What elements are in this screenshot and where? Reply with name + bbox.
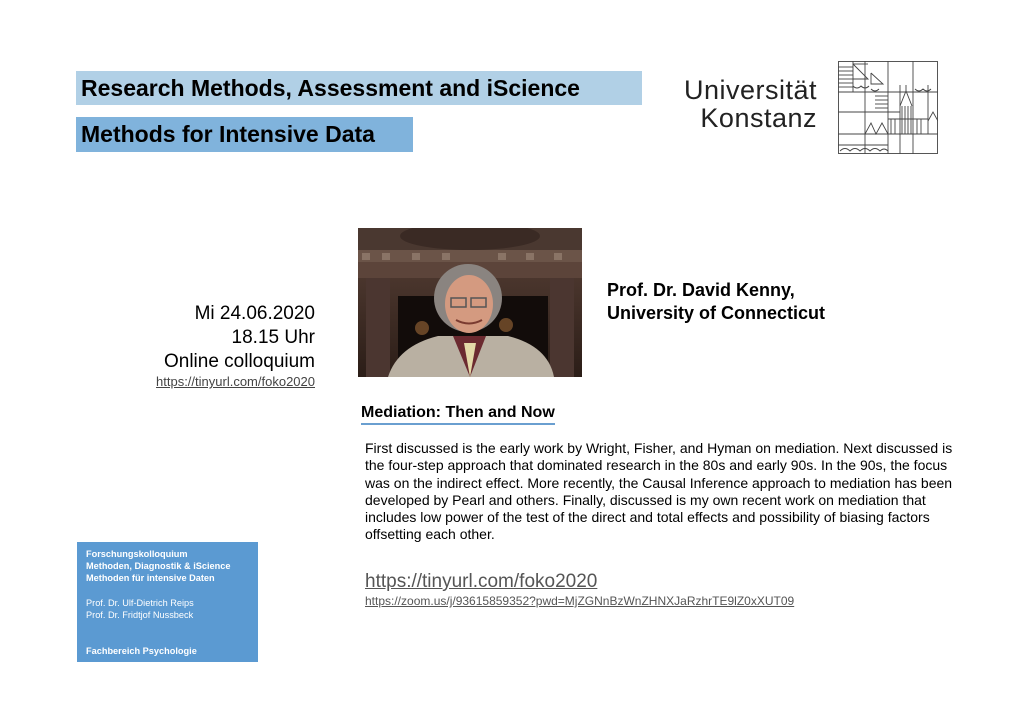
organizer-2: Prof. Dr. Fridtjof Nussbeck — [86, 609, 194, 620]
event-format: Online colloquium — [163, 351, 315, 372]
university-konstanz-logo-icon — [838, 61, 938, 154]
talk-title: Mediation: Then and Now — [361, 403, 555, 425]
colloquium-info-box — [77, 542, 258, 662]
talk-abstract: First discussed is the early work by Wright, Fisher, and Hyman on mediation. Next discussed is the four-step approach that dominated research in the 80s and early 90s. In the 90s, the focus was on the indirect effect. More recently, the Causal Inference approach to mediation has been developed by Pearl and others. Finally, discussed is my own recent work on mediation that includes low power of the test of the direct and total effects and possibility of biasing factors offsetting each other. — [365, 440, 953, 543]
colloquium-topic-1: Methoden, Diagnostik & iScience — [86, 561, 231, 572]
colloquium-topic-2: Methoden für intensive Daten — [86, 573, 215, 584]
event-info — [120, 302, 315, 390]
tinyurl-link[interactable]: https://tinyurl.com/foko2020 — [365, 571, 598, 592]
department-name: Fachbereich Psychologie — [86, 646, 197, 657]
event-date: Mi 24.06.2020 — [194, 303, 315, 324]
event-link[interactable]: https://tinyurl.com/foko2020 — [156, 374, 315, 389]
series-subtitle: Methods for Intensive Data — [76, 117, 413, 152]
colloquium-name: Forschungskolloquium — [86, 549, 188, 559]
organizer-1: Prof. Dr. Ulf-Dietrich Reips — [86, 597, 194, 608]
series-title: Research Methods, Assessment and iScience — [76, 71, 642, 105]
university-name — [680, 76, 817, 132]
speaker-affiliation: University of Connecticut — [607, 303, 826, 323]
university-name-line1: Universität — [683, 75, 817, 105]
speaker-info — [607, 279, 825, 325]
speaker-name: Prof. Dr. David Kenny, — [607, 280, 795, 300]
university-name-line2: Konstanz — [700, 103, 817, 133]
zoom-meeting-link[interactable]: https://zoom.us/j/93615859352?pwd=MjZGNnBzWnZHNXJaRzhrTE9lZ0xXUT09 — [365, 594, 795, 608]
speaker-portrait — [358, 228, 582, 377]
event-time: 18.15 Uhr — [231, 327, 315, 348]
